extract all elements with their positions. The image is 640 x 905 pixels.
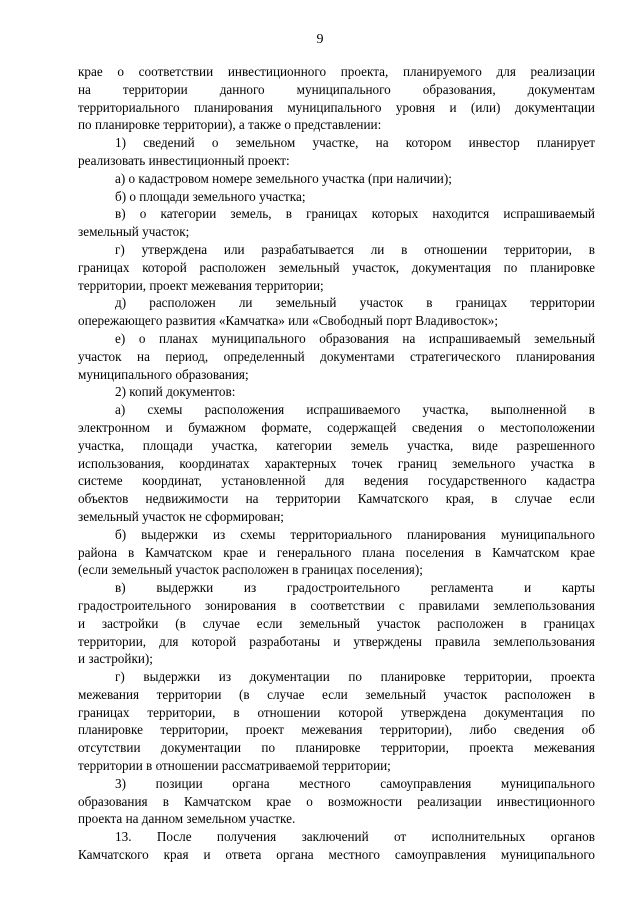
text-line: крае о соответствии инвестиционного проекта, планируемого для реализации [78, 64, 595, 79]
text-line: б) выдержки из схемы территориального планирования муниципального [115, 526, 595, 542]
text-line: д) расположен ли земельный участок в границах территории [115, 295, 595, 311]
text-line: системе координат, установленной для ведения государственного кадастра [78, 473, 595, 489]
text-line: опережающего развития «Камчатка» или «Свободный порт Владивосток»; [78, 313, 499, 329]
text-line: е) о планах муниципального образования на испрашиваемый земельный [115, 330, 595, 346]
text-line: а) о кадастровом номере земельного участка (при наличии); [115, 170, 452, 186]
text-line: границах территории, в отношении которой утверждена документация по [78, 704, 595, 720]
text-line: электронном и бумажном формате, содержащей сведения о местоположении [78, 419, 595, 435]
text-line: земельный участок; [78, 224, 190, 240]
text-line: а) схемы расположения испрашиваемого участка, выполненной в [115, 402, 595, 418]
text-line: 13. После получения заключений от исполнительных органов [115, 829, 595, 845]
text-line: планировке территории, проект межевания территории), либо сведения об [78, 722, 595, 738]
text-line: участка, площади участка, категории земель участка, виде разрешенного [78, 437, 595, 453]
text-line: муниципального образования; [78, 366, 249, 382]
text-line: земельный участок не сформирован; [78, 508, 284, 524]
text-line: по планировке территории), а также о представлении: [78, 117, 382, 133]
text-line: и застройки (в случае если земельный участок расположен в границах [78, 615, 595, 631]
text-line: границах которой расположен земельный участок, документация по планировке [78, 259, 595, 275]
text-line: проекта на данном земельном участке. [78, 811, 296, 827]
text-line: г) выдержки из документации по планировке территории, проекта [115, 669, 595, 685]
text-line: межевания территории (в случае если земельный участок расположен в [78, 686, 595, 702]
text-line: (если земельный участок расположен в границах поселения); [78, 562, 423, 578]
text-line: и застройки); [78, 651, 153, 667]
text-line: территории в отношении рассматриваемой территории; [78, 758, 391, 774]
text-line: в) о категории земель, в границах которых находится испрашиваемый [115, 206, 595, 222]
text-line: в) выдержки из градостроительного регламента и карты [115, 580, 595, 596]
text-line: отсутствии документации по планировке территории, проекта межевания [78, 740, 595, 756]
document-body [78, 63, 595, 864]
text-line: 3) позиции органа местного самоуправления муниципального [115, 775, 595, 791]
text-line: использования, координатах характерных точек границ земельного участка в [78, 455, 595, 471]
text-line: б) о площади земельного участка; [115, 188, 306, 204]
text-line: 1) сведений о земельном участке, на котором инвестор планирует [115, 135, 595, 151]
text-line: территории, для которой разработаны и утверждены правила землепользования [78, 633, 595, 649]
text-line: участок на период, определенный документами стратегического планирования [78, 348, 595, 364]
text-line: района в Камчатском крае и генерального плана поселения в Камчатском крае [78, 544, 595, 560]
text-line: территориального планирования муниципального уровня и (или) документации [78, 99, 595, 115]
text-line: 2) копий документов: [115, 384, 236, 400]
text-line: образования в Камчатском крае о возможности реализации инвестиционного [78, 793, 595, 809]
text-line: реализовать инвестиционный проект: [78, 152, 290, 168]
text-line: г) утверждена или разрабатывается ли в отношении территории, в [115, 241, 595, 257]
text-line: объектов недвижимости на территории Камчатского края, в случае если [78, 491, 595, 507]
text-line: градостроительного зонирования в соответствии с правилами землепользования [78, 597, 595, 613]
text-line: на территории данного муниципального образования, документам [78, 81, 595, 97]
text-line: Камчатского края и ответа органа местного самоуправления муниципального [78, 847, 595, 863]
text-line: территории, проект межевания территории; [78, 277, 324, 293]
page-number: 9 [316, 32, 324, 47]
